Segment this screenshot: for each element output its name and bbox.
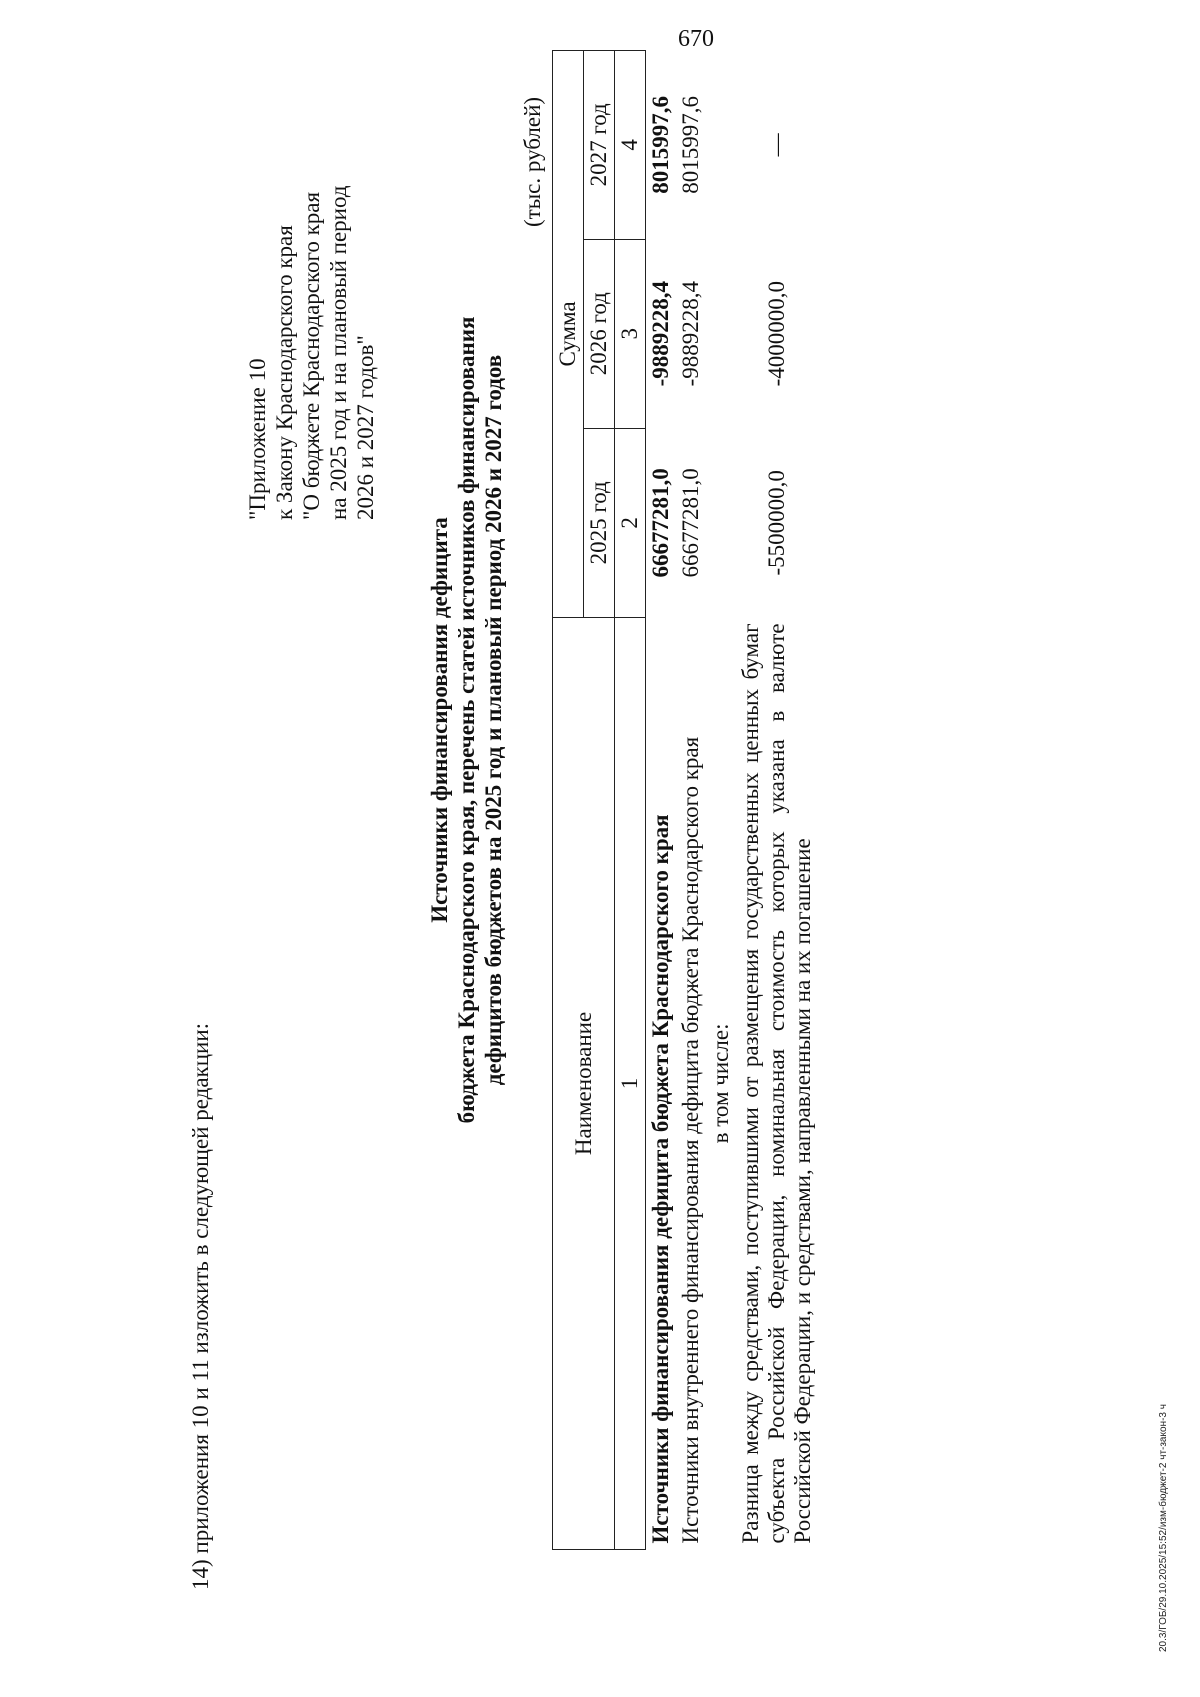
header-name: Наименование	[553, 617, 615, 1549]
value-2025: -5500000,0	[764, 470, 789, 576]
value-2025: 66677281,0	[648, 468, 673, 578]
header-year: 2027 год	[584, 51, 615, 240]
value-2026	[706, 239, 736, 428]
header-sum: Сумма	[553, 51, 584, 618]
units-label: (тыс. рублей)	[520, 96, 545, 227]
table-row	[646, 51, 677, 1550]
table-colnum-row	[615, 51, 646, 1550]
title-line: дефицитов бюджетов на 2025 год и плановый период 2026 и 2027 годов	[481, 354, 506, 1086]
table-row	[706, 51, 736, 1550]
table-row	[736, 51, 818, 1550]
page-number: 670	[678, 26, 714, 52]
row-name: Разница между средствами, поступившими от размещения государственных ценных бумаг субъекта Российской Федерации, номинальная стоимость которых указана в валюте Российской Федерации, и средствами, направленными на их погашение	[738, 623, 815, 1544]
row-name: Источники финансирования дефицита бюджета Краснодарского края	[648, 814, 673, 1544]
appendix-line: 2026 и 2027 годов"	[353, 335, 378, 520]
value-2027: —	[764, 133, 789, 157]
row-name: Источники внутреннего финансирования дефицита бюджета Краснодарского края	[678, 736, 703, 1544]
value-2025: 66677281,0	[678, 468, 703, 578]
value-2027: 8015997,6	[648, 95, 673, 194]
appendix-line: на 2025 год и на плановый период	[326, 185, 351, 520]
value-2026: -9889228,4	[678, 280, 703, 387]
value-2025	[706, 428, 736, 617]
value-2026: -4000000,0	[764, 280, 789, 387]
footer-code: 20.3/ГОБ/29.10.2025/15:52/изм-бюджет-2 чт-закон-3 ч	[1158, 1404, 1169, 1652]
appendix-line: к Закону Краснодарского края	[272, 225, 297, 520]
header-year: 2025 год	[584, 428, 615, 617]
value-2027	[706, 51, 736, 240]
header-year: 2026 год	[584, 239, 615, 428]
title-line: бюджета Краснодарского края, перечень статей источников финансирования	[454, 316, 479, 1124]
column-number: 3	[615, 239, 646, 428]
value-2026: -9889228,4	[648, 280, 673, 387]
table-header-row	[553, 51, 584, 1550]
title-line: Источники финансирования дефицита	[427, 517, 452, 923]
appendix-header	[244, 185, 379, 520]
intro-text: 14) приложения 10 и 11 изложить в следующей редакции:	[188, 1022, 213, 1590]
appendix-line: "Приложение 10	[245, 358, 270, 520]
rotated-page-content	[0, 40, 1169, 1660]
column-number: 1	[615, 617, 646, 1549]
row-name: в том числе:	[708, 1023, 733, 1144]
table-row	[676, 51, 706, 1550]
document-title	[426, 300, 507, 1140]
appendix-line: "О бюджете Краснодарского края	[299, 191, 324, 520]
financing-table	[552, 50, 818, 1550]
value-2027: 8015997,6	[678, 95, 703, 194]
column-number: 2	[615, 428, 646, 617]
column-number: 4	[615, 51, 646, 240]
